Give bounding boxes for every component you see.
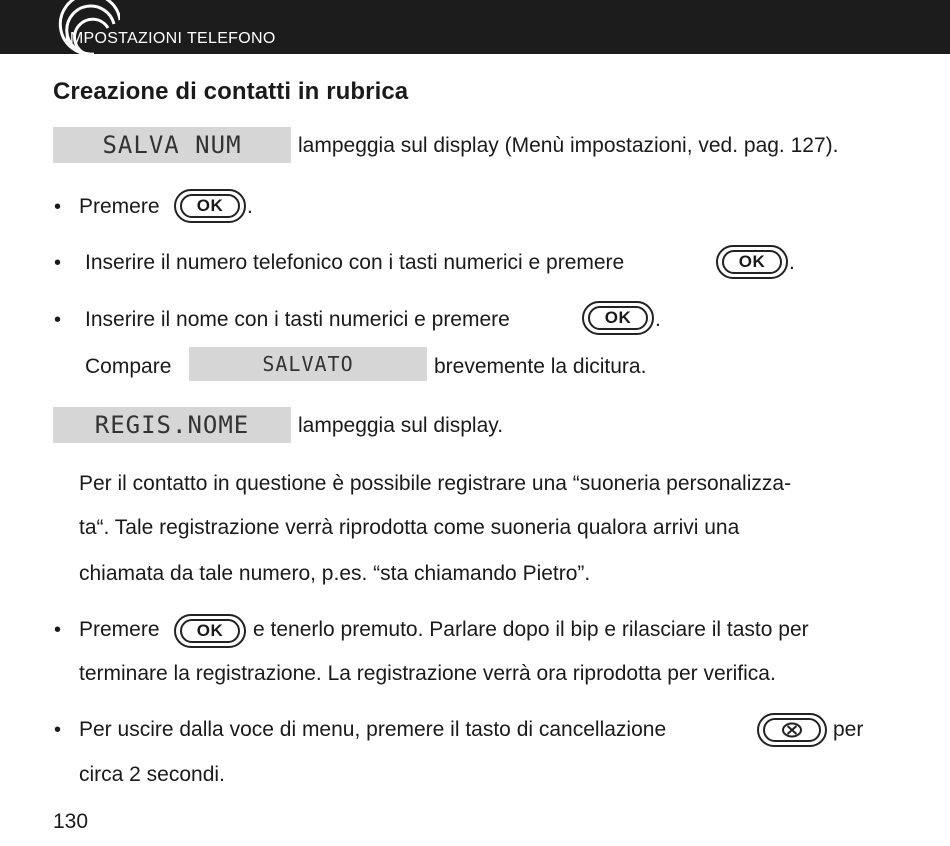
step-5-line-2: circa 2 secondi. — [79, 763, 225, 786]
ok-key — [716, 245, 788, 279]
step-2-text: Inserire il numero telefonico con i tasti numerici e premere — [85, 251, 625, 274]
step-1-text: Premere — [79, 195, 160, 218]
lcd-display-salva-num: SALVA NUM — [53, 127, 291, 163]
bullet: • — [54, 196, 62, 218]
bullet: • — [54, 619, 62, 641]
header-title-rest: MPOSTAZIONI — [69, 30, 183, 47]
step-1-after: . — [247, 195, 253, 218]
header-title-initial: I — [64, 26, 70, 48]
ok-key — [174, 614, 246, 648]
paragraph-line-1: Per il contatto in questione è possibile registrare una “suoneria personalizza- — [79, 472, 792, 495]
ok-key — [174, 189, 246, 223]
step-4-text: Premere — [79, 618, 160, 641]
appears-before: Compare — [85, 355, 172, 378]
cancel-x-icon — [781, 722, 803, 738]
bullet: • — [54, 309, 62, 331]
lcd-display-regis-nome: REGIS.NOME — [53, 407, 291, 443]
appears-after: brevemente la dicitura. — [434, 355, 647, 378]
section-title: Creazione di contatti in rubrica — [53, 78, 409, 105]
ok-key-label: OK — [722, 250, 782, 274]
header-title — [64, 26, 276, 49]
step-3-after: . — [655, 308, 661, 331]
bullet: • — [54, 719, 62, 741]
step-5-text: Per uscire dalla voce di menu, premere il tasto di cancellazione — [79, 718, 667, 741]
paragraph-line-2: ta“. Tale registrazione verrà riprodotta come suoneria qualora arrivi una — [79, 516, 740, 539]
bullet: • — [54, 252, 62, 274]
header-title-second: TELEFONO — [186, 30, 276, 47]
step-3-text: Inserire il nome con i tasti numerici e premere — [85, 308, 510, 331]
ok-key-label: OK — [180, 619, 240, 643]
lcd-display-salvato: SALVATO — [189, 347, 427, 381]
step-5-after: per — [833, 718, 864, 741]
step-4-line-2: terminare la registrazione. La registrazione verrà ora riprodotta per verifica. — [79, 662, 776, 685]
display-1-text: lampeggia sul display (Menù impostazioni, ved. pag. 127). — [298, 134, 839, 157]
page-number: 130 — [53, 810, 89, 833]
step-2-after: . — [789, 251, 795, 274]
ok-key-label: OK — [588, 306, 648, 330]
cancel-key — [757, 713, 827, 747]
ok-key — [582, 301, 654, 335]
cancel-key-inner — [763, 718, 821, 742]
display-2-text: lampeggia sul display. — [298, 414, 504, 437]
step-4-after: e tenerlo premuto. Parlare dopo il bip e rilasciare il tasto per — [253, 618, 809, 641]
ok-key-label: OK — [180, 194, 240, 218]
paragraph-line-3: chiamata da tale numero, p.es. “sta chiamando Pietro”. — [79, 562, 591, 585]
